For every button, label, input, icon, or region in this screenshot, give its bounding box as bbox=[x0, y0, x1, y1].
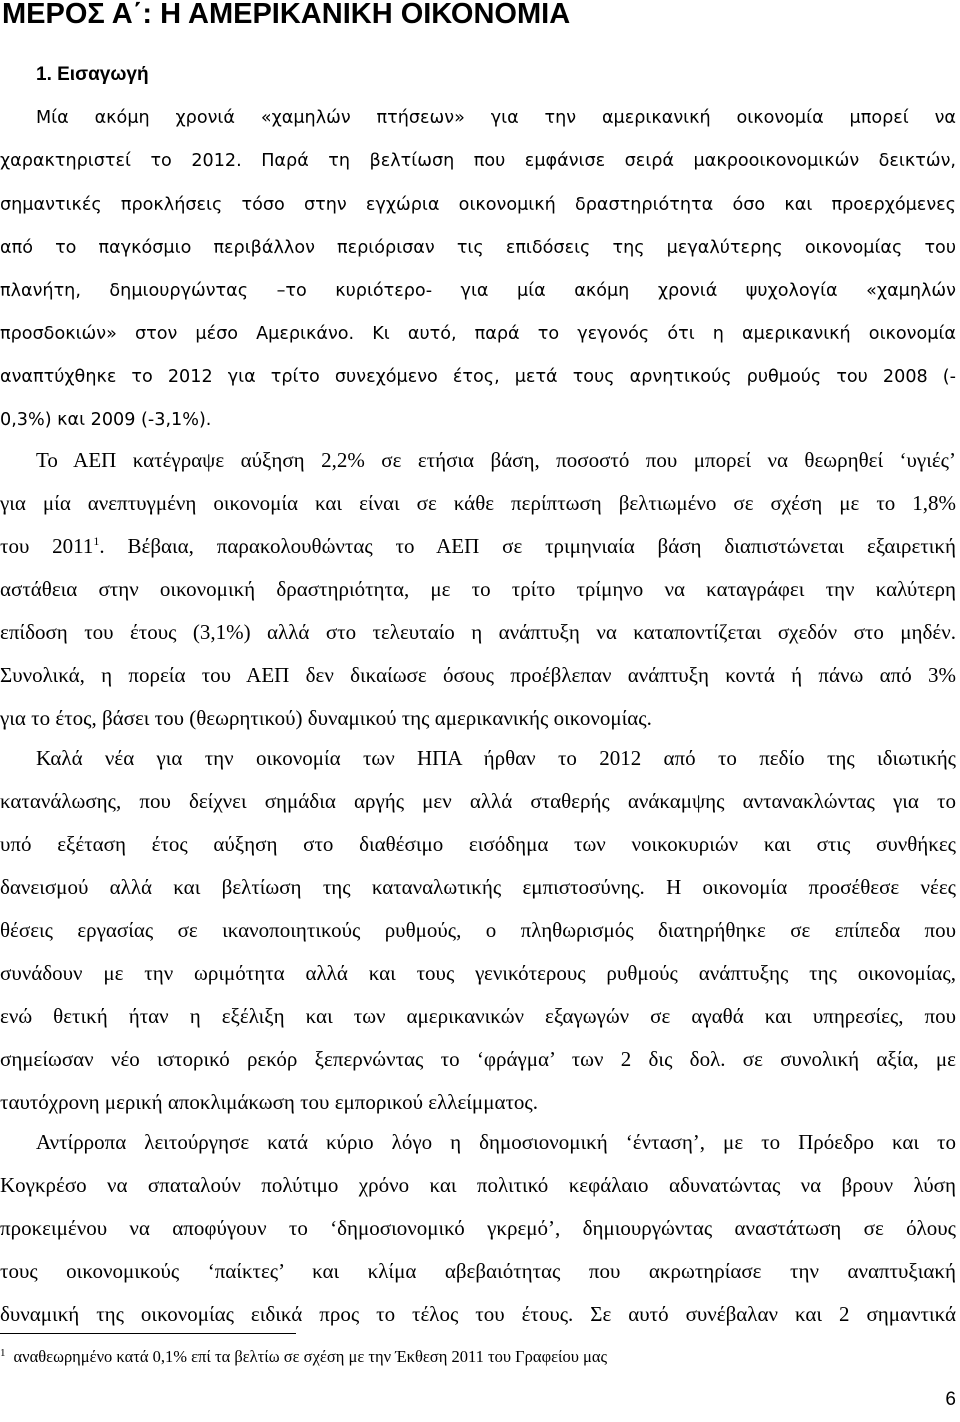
text-line: για μία ανεπτυγμένη οικονομία και είναι σε κάθε περίπτωση βελτιωμένο σε σχέση με το 1,8% bbox=[0, 491, 956, 515]
footnote-marker: 1 bbox=[0, 1346, 6, 1359]
text-line: χαρακτηριστεί το 2012. Παρά τη βελτίωση που εμφάνισε σειρά μακροοικονομικών δεικτών, bbox=[0, 151, 956, 171]
text-line: Συνολικά, η πορεία του ΑΕΠ δεν δικαίωσε όσους προέβλεπαν ανάπτυξη κοντά ή πάνω από 3% bbox=[0, 663, 956, 687]
text-line: δυναμική της οικονομίας ειδικά προς το τέλος του έτους. Σε αυτό συνέβαλαν και 2 σημαντικά bbox=[0, 1302, 956, 1326]
text-line: δανεισμού αλλά και βελτίωση της καταναλωτικής εμπιστοσύνης. Η οικονομία προσέθεσε νέες bbox=[0, 875, 956, 899]
footnote-text: αναθεωρημένο κατά 0,1% επί τα βελτίω σε σχέση με την Έκθεση 2011 του Γραφείου μας bbox=[13, 1347, 608, 1366]
text-line: για το έτος, βάσει του (θεωρητικού) δυναμικού της αμερικανικής οικονομίας. bbox=[0, 706, 652, 730]
text-line: υπό εξέταση έτος αύξηση στο διαθέσιμο εισόδημα των νοικοκυριών και στις συνθήκες bbox=[0, 832, 956, 856]
text-line: ταυτόχρονη μερική αποκλιμάκωση του εμπορικού ελλείμματος. bbox=[0, 1090, 538, 1114]
text-segment: . Βέβαια, παρακολουθώντας το ΑΕΠ σε τριμηνιαία βάση διαπιστώνεται εξαιρετική bbox=[99, 534, 956, 558]
text-line: αναπτύχθηκε το 2012 για τρίτο συνεχόμενο έτος, μετά τους αρνητικούς ρυθμούς του 2008 (- bbox=[0, 367, 956, 387]
text-line: προκειμένου να αποφύγουν το ‘δημοσιονομικό γκρεμό’, δημιουργώντας αναστάτωση σε όλους bbox=[0, 1216, 956, 1240]
text-line: τους οικονομικούς ‘παίκτες’ και κλίμα αβεβαιότητας που ακρωτηρίασε την αναπτυξιακή bbox=[0, 1259, 956, 1283]
text-line bbox=[0, 533, 956, 559]
text-line: θέσεις εργασίας σε ικανοποιητικούς ρυθμούς, ο πληθωρισμός διατηρήθηκε σε επίπεδα που bbox=[0, 918, 956, 942]
page-title: ΜΕΡΟΣ Α΄: Η ΑΜΕΡΙΚΑΝΙΚΗ ΟΙΚΟΝΟΜΙΑ bbox=[2, 0, 571, 30]
text-line: σημείωσαν νέο ιστορικό ρεκόρ ξεπερνώντας το ‘φράγμα’ των 2 δις δολ. σε συνολική αξία, με bbox=[0, 1047, 956, 1071]
text-line: συνάδουν με την ωριμότητα αλλά και τους γενικότερους ρυθμούς ανάπτυξης της οικονομίας, bbox=[0, 961, 956, 985]
section-heading: 1. Εισαγωγή bbox=[36, 64, 149, 85]
text-line: κατανάλωσης, που δείχνει σημάδια αργής μεν αλλά σταθερής ανάκαμψης αντανακλώντας για το bbox=[0, 789, 956, 813]
text-line: πλανήτη, δημιουργώντας –το κυριότερο- για μία ακόμη χρονιά ψυχολογία «χαμηλών bbox=[0, 281, 956, 301]
text-line: Το ΑΕΠ κατέγραψε αύξηση 2,2% σε ετήσια βάση, ποσοστό που μπορεί να θεωρηθεί ‘υγιές’ bbox=[36, 448, 956, 472]
text-line: επίδοση του έτους (3,1%) αλλά στο τελευταίο η ανάπτυξη να καταποντίζεται σχεδόν στο μηδέν. bbox=[0, 620, 956, 644]
footnote-separator bbox=[0, 1333, 296, 1334]
text-line: Αντίρροπα λειτούργησε κατά κύριο λόγο η δημοσιονομική ‘ένταση’, με το Πρόεδρο και το bbox=[36, 1130, 956, 1154]
text-line: προσδοκιών» στον μέσο Αμερικάνο. Κι αυτό, παρά το γεγονός ότι η αμερικανική οικονομία bbox=[0, 324, 956, 344]
text-line: ενώ θετική ήταν η εξέλιξη και των αμερικανικών εξαγωγών σε αγαθά και υπηρεσίες, που bbox=[0, 1004, 956, 1028]
text-line: από το παγκόσμιο περιβάλλον περιόρισαν τις επιδόσεις της μεγαλύτερης οικονομίας του bbox=[0, 238, 956, 258]
page-number: 6 bbox=[945, 1389, 956, 1410]
text-line: αστάθεια στην οικονομική δραστηριότητα, με το τρίτο τρίμηνο να καταγράφει την καλύτερη bbox=[0, 577, 956, 601]
text-segment: του 2011 bbox=[0, 534, 94, 558]
text-line: σημαντικές προκλήσεις τόσο στην εγχώρια οικονομική δραστηριότητα όσο και προερχόμενες bbox=[0, 195, 956, 215]
text-line: Κογκρέσο να σπαταλούν πολύτιμο χρόνο και πολιτικό κεφάλαιο αδυνατώντας να βρουν λύση bbox=[0, 1173, 956, 1197]
footnote-reference[interactable]: 1 bbox=[93, 534, 100, 548]
footnote bbox=[0, 1345, 607, 1369]
text-line: Μία ακόμη χρονιά «χαμηλών πτήσεων» για την αμερικανική οικονομία μπορεί να bbox=[36, 108, 956, 128]
text-line: 0,3%) και 2009 (-3,1%). bbox=[0, 410, 212, 430]
text-line: Καλά νέα για την οικονομία των ΗΠΑ ήρθαν το 2012 από το πεδίο της ιδιωτικής bbox=[36, 746, 956, 770]
